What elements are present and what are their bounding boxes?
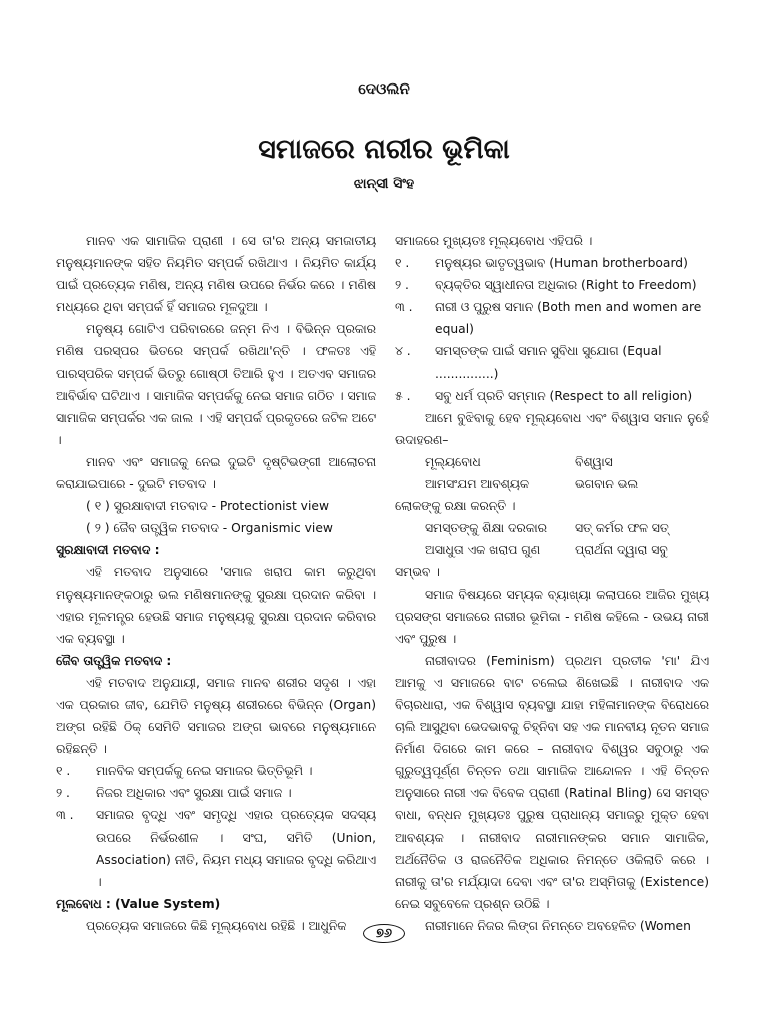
list-text: ନାରୀ ଓ ପୁରୁଷ ସମାନ (Both men and women are equal)	[435, 300, 702, 337]
list-text: ବ୍ୟକ୍ତିର ସ୍ୱାଧୀନତା ଅଧିକାର (Right to Freedom)	[435, 278, 697, 293]
list-number: ୧ .	[395, 256, 410, 271]
paragraph: ମନୁଷ୍ୟ ଗୋଟିଏ ପରିବାରରେ ଜନ୍ମ ନିଏ । ବିଭିନ୍ନ ପ୍ରକାର ମଣିଷ ପରସ୍ପର ଭିତରେ ସମ୍ପର୍କ ରଖିଥା'ନ୍ତି । ଫଳତଃ ଏହି ପାରସ୍ପରିକ ସମ୍ପର୍କ ଭିତରୁ ଗୋଷ୍ଠୀ ତିଆରି ହୁଏ । ଅତଏବ ସମାଜର ଆବିର୍ଭାବ ଘଟିଥାଏ । ସାମାଜିକ ସମ୍ପର୍କକୁ ନେଇ ସମାଜ ଗଠିତ । ସମାଜ ସାମାଜିକ ସମ୍ପର୍କର ଏକ ଜାଲ । ଏହି ସମ୍ପର୍କ ପ୍ରକୃତରେ ଜଟିଳ ଅଟେ ।	[56, 322, 376, 447]
example-belief: ଭଗବାନ ଭଲ	[575, 477, 639, 492]
list-text: ମାନବିକ ସମ୍ପର୍କକୁ ନେଇ ସମାଜର ଭିତ୍ତିଭୂମି ।	[96, 764, 313, 779]
list-number: ୧ .	[56, 764, 71, 779]
list-item	[395, 385, 709, 407]
list-item	[395, 274, 709, 296]
running-header: ଦେଓଲିନି	[358, 80, 410, 98]
author-name: ଝାନ୍ସୀ ସିଂହ	[353, 176, 415, 192]
example-value: ଆମସଂଯମ ଆବଶ୍ୟକ	[425, 477, 529, 492]
list-item	[56, 760, 376, 782]
paragraph: ନାରୀମାନେ ନିଜର ଲିଙ୍ଗ ନିମନ୍ତେ ଅବହେଳିତ (Women	[425, 918, 691, 933]
example-belief: ସତ୍ କର୍ମର ଫଳ ସତ୍	[575, 521, 669, 536]
paragraph: ଏହି ମତବାଦ ଅନୁସାରେ 'ସମାଜ ଖରାପ କାମ କରୁଥିବା ମନୁଷ୍ୟମାନଙ୍କଠାରୁ ଭଲ ମଣିଷମାନଙ୍କୁ ସୁରକ୍ଷା ପ୍ରଦାନ କରିବା । ଏହାର ମୂଳମନ୍ତ୍ର ହେଉଛି ସମାଜ ମନୁଷ୍ୟକୁ ସୁରକ୍ଷା ପ୍ରଦାନ କରିବାର ଏକ ବ୍ୟବସ୍ଥା ।	[56, 565, 376, 646]
section-heading: ମୂଲବୋଧ : (Value System)	[56, 896, 221, 911]
paragraph: ସମାଜରେ ମୁଖ୍ୟତଃ ମୂଲ୍ୟବୋଧ ଏହିପରି ।	[395, 234, 593, 248]
paragraph: ସମାଜ ବିଷୟରେ ସମ୍ୟକ ବ୍ୟାଖ୍ୟା କଲାପରେ ଆଜିର ମୁଖ୍ୟ ପ୍ରସଙ୍ଗ ସମାଜରେ ନାରୀର ଭୂମିକା - ମଣିଷ କହିଲେ - ଉଭୟ ନାରୀ ଏବଂ ପୁରୁଷ ।	[395, 587, 709, 646]
view-item: ( ୨ ) ଜୈବ ତାତ୍ତ୍ୱିକ ମତବାଦ - Organismic view	[86, 521, 333, 536]
paragraph: ପ୍ରତ୍ୟେକ ସମାଜରେ କିଛି ମୂଲ୍ୟବୋଧ ରହିଛି । ଆଧୁନିକ	[86, 918, 347, 933]
list-item	[56, 804, 376, 892]
example-row	[395, 473, 709, 495]
list-number: ୨ .	[395, 278, 409, 293]
list-item	[395, 296, 709, 340]
paragraph: ଆମେ ବୁଝିବାକୁ ହେବ ମୂଲ୍ୟବୋଧ ଏବଂ ବିଶ୍ୱାସ ସମାନ ନୁହେଁ ଉଦାହରଣ–	[395, 410, 709, 447]
list-item	[56, 782, 376, 804]
list-number: ୨ .	[56, 786, 70, 801]
list-item	[395, 340, 709, 384]
section-heading: ଜୈବ ତାତ୍ତ୍ୱିକ ମତବାଦ :	[56, 653, 172, 668]
list-number: ୪ .	[395, 344, 411, 359]
left-column	[56, 230, 376, 937]
paragraph: ନାରୀବାଦର (Feminism) ପ୍ରଥମ ପ୍ରତୀକ 'ମା' ଯିଏ ଆମକୁ ଏ ସମାଜରେ ବାଟ ଚଲେଇ ଶିଖେଇଛି । ନାରୀବାଦ ଏକ ବିଚାରଧାରା, ଏକ ବିଶ୍ୱାସ ବ୍ୟବସ୍ଥା ଯାହା ମହିଳାମାନଙ୍କ ବିରୋଧରେ ଚାଲି ଆସୁଥିବା ଭେଦଭାବକୁ ଚିହ୍ନିବା ସହ ଏକ ମାନବୀୟ ନୂତନ ସମାଜ ନିର୍ମାଣ ଦିଗରେ କାମ କରେ – ନାରୀବାଦ ବିଶ୍ୱର ସବୁଠାରୁ ଏକ ଗୁରୁତ୍ୱପୂର୍ଣ୍ଣ ଚିନ୍ତନ ତଥା ସାମାଜିକ ଆନ୍ଦୋଳନ । ଏହି ଚିନ୍ତନ ଅନୁସାରେ ନାରୀ ଏକ ବିବେକ ପ୍ରାଣୀ (Ratinal Bling) ସେ ସମସ୍ତ ବାଧା, ବନ୍ଧନ ମୁଖ୍ୟତଃ ପୁରୁଷ ପ୍ରାଧାନ୍ୟ ସମାଜରୁ ମୁକ୍ତ ହେବା ଆବଶ୍ୟକ । ନାରୀବାଦ ନାରୀମାନଙ୍କର ସମାନ ସାମାଜିକ, ଅର୍ଥନୈତିକ ଓ ରାଜନୈତିକ ଅଧିକାର ନିମନ୍ତେ ଓକିଲାତି କରେ । ନାରୀକୁ ତା'ର ମର୍ଯ୍ୟାଦା ଦେବା ଏବଂ ତା'ର ଅସ୍ମିତାକୁ (Existence) ନେଇ ସବୁବେଳେ ପ୍ରଶ୍ନ ଉଠିଛି ।	[395, 653, 709, 911]
example-belief: ପ୍ରାର୍ଥନା ଦ୍ୱାରା ସବୁ	[575, 543, 668, 558]
list-item	[395, 252, 709, 274]
example-value: ଅସାଧୁତା ଏକ ଖରାପ ଗୁଣ	[425, 543, 540, 558]
list-number: ୩ .	[395, 300, 413, 315]
example-row	[395, 451, 709, 473]
list-text: ସବୁ ଧର୍ମ ପ୍ରତି ସମ୍ମାନ (Respect to all religion)	[435, 388, 693, 403]
right-column	[395, 230, 709, 937]
paragraph: ମାନବ ଏକ ସାମାଜିକ ପ୍ରାଣୀ । ସେ ତା'ର ଅନ୍ୟ ସମଜାତୀୟ ମନୁଷ୍ୟମାନଙ୍କ ସହିତ ନିୟମିତ ସମ୍ପର୍କ ରଖିଥାଏ । ନିୟମିତ କାର୍ଯ୍ୟ ପାଇଁ ପ୍ରତ୍ୟେକ ମଣିଷ, ଅନ୍ୟ ମଣିଷ ଉପରେ ନିର୍ଭର କରେ । ମଣିଷ ମଧ୍ୟରେ ଥିବା ସମ୍ପର୍କ ହିଁ ସମାଜର ମୂଳଦୁଆ ।	[56, 234, 376, 315]
view-item: ( ୧ ) ସୁରକ୍ଷାବାଦୀ ମତବାଦ - Protectionist view	[86, 499, 329, 514]
page-number	[0, 922, 768, 943]
example-belief: ବିଶ୍ୱାସ	[575, 454, 613, 469]
paragraph: ଏହି ମତବାଦ ଅନୁଯାୟୀ, ସମାଜ ମାନବ ଶରୀର ସଦୃଶ । ଏହା ଏକ ପ୍ରକାର ଜୀବ, ଯେମିତି ମନୁଷ୍ୟ ଶରୀରରେ ବିଭିନ୍ନ (Organ) ଅଙ୍ଗ ରହିଛି ଠିକ୍ ସେମିତି ସମାଜର ଅଙ୍ଗ ଭାବରେ ମନୁଷ୍ୟମାନେ ରହିଛନ୍ତି ।	[56, 675, 376, 757]
list-number: ୩ .	[56, 808, 74, 823]
list-number: ୫ .	[395, 388, 411, 403]
list-text: ମନୁଷ୍ୟର ଭାତୃତ୍ୱଭାବ (Human brotherboard)	[435, 256, 688, 271]
example-value: ମୂଲ୍ୟବୋଧ	[425, 454, 481, 469]
example-continuation: ସମ୍ଭବ ।	[395, 565, 440, 580]
page-number-text: ୭୬	[363, 924, 405, 943]
example-row	[395, 517, 709, 539]
example-continuation: ଲୋକଙ୍କୁ ରକ୍ଷା କରନ୍ତି ।	[395, 499, 516, 514]
example-value: ସମସ୍ତଙ୍କୁ ଶିକ୍ଷା ଦରକାର	[425, 521, 547, 536]
article-title: ସମାଜରେ ନାରୀର ଭୂମିକା	[258, 134, 510, 165]
list-text: ନିଜର ଅଧିକାର ଏବଂ ସୁରକ୍ଷା ପାଇଁ ସମାଜ ।	[96, 786, 292, 801]
list-text: ସମାଜର ବୃଦ୍ଧି ଏବଂ ସମୃଦ୍ଧି ଏହାର ପ୍ରତ୍ୟେକ ସଦସ୍ୟ ଉପରେ ନିର୍ଭରଶୀଳ । ସଂଘ, ସମିତି (Union, Association) ନୀତି, ନିୟମ ମଧ୍ୟ ସମାଜର ବୃଦ୍ଧି କରିଥାଏ ।	[96, 808, 376, 889]
paragraph: ମାନବ ଏବଂ ସମାଜକୁ ନେଇ ଦୁଇଟି ଦୃଷ୍ଟିଭଙ୍ଗୀ ଆଲୋଚନା କରାଯାଇପାରେ - ଦୁଇଟି ମତବାଦ ।	[56, 454, 376, 492]
section-heading: ସୁରକ୍ଷାବାଦୀ ମତବାଦ :	[56, 543, 160, 558]
example-row	[395, 539, 709, 561]
list-text: ସମସ୍ତଙ୍କ ପାଇଁ ସମାନ ସୁବିଧା ସୁଯୋଗ (Equal ...............)	[435, 344, 662, 381]
